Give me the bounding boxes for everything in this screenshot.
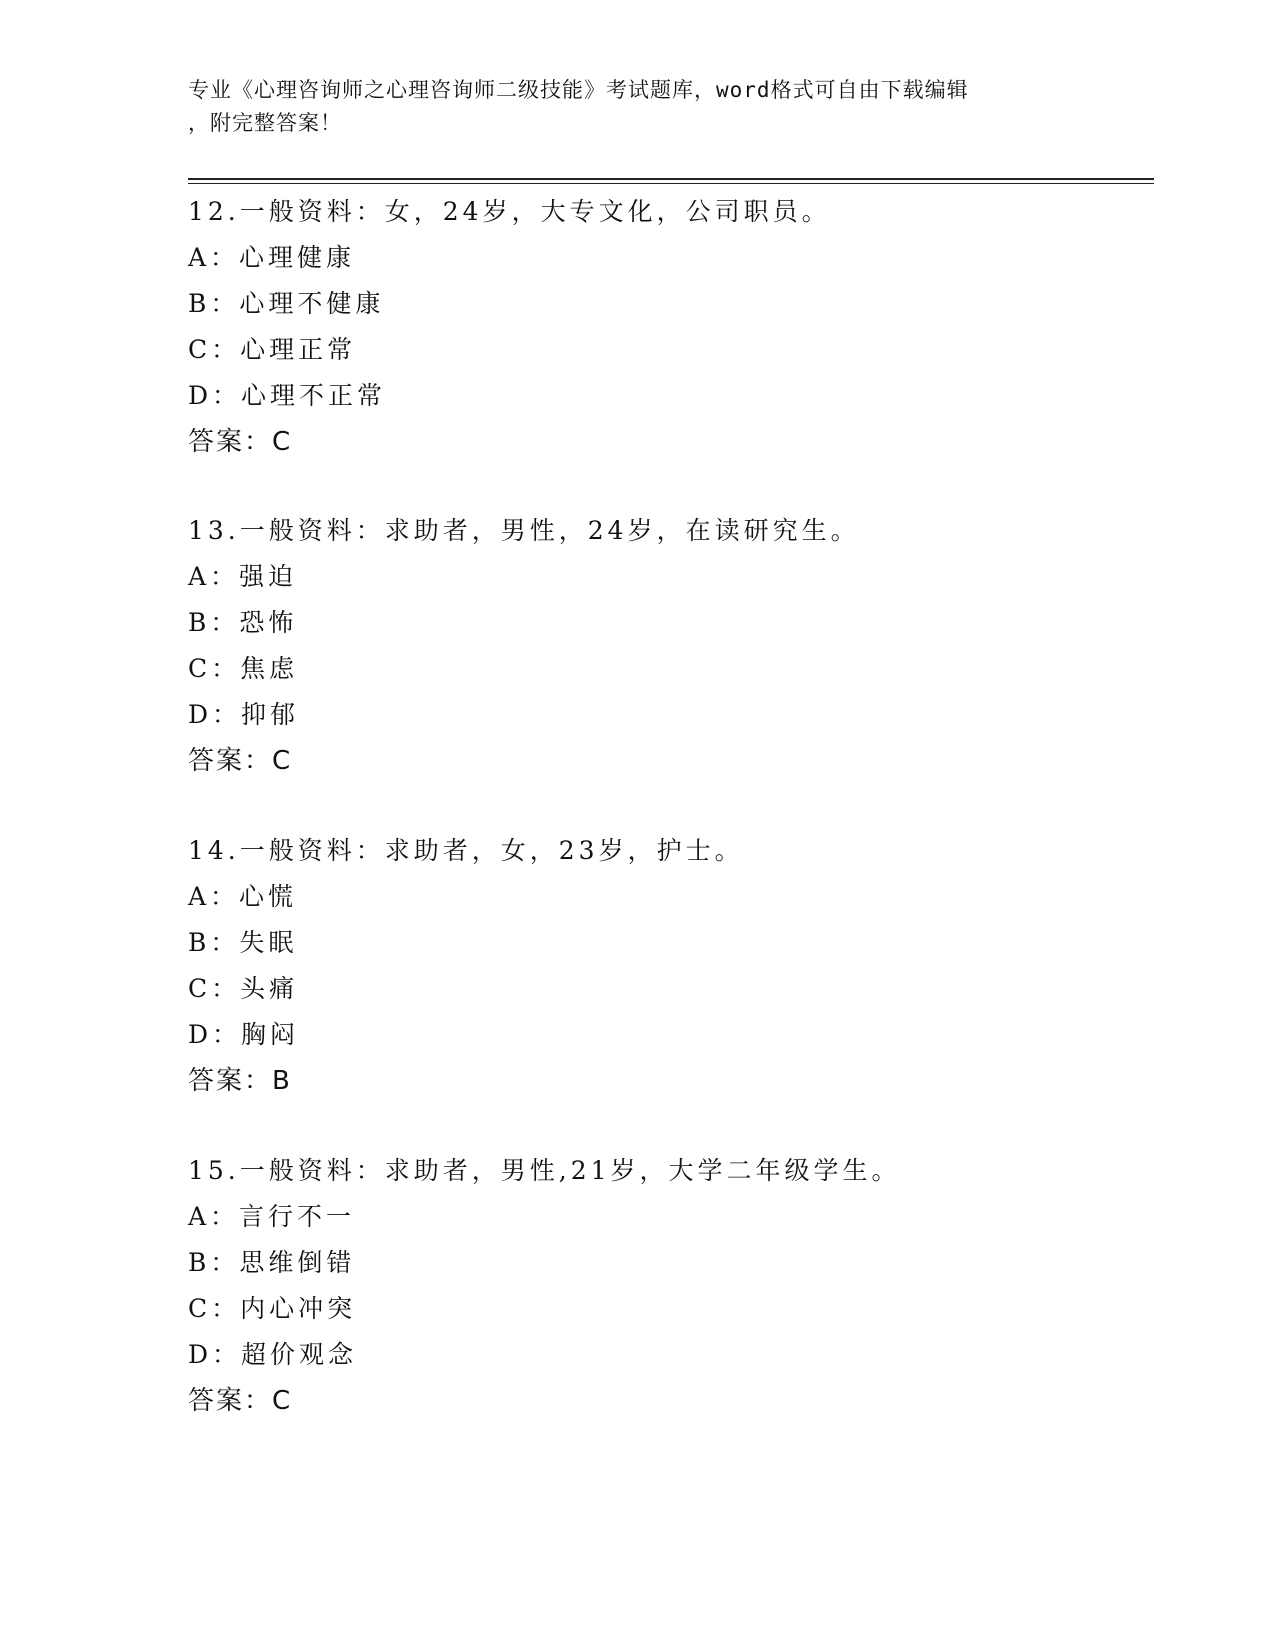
option-b: B：失眠 bbox=[188, 928, 298, 957]
question-stem: 13.一般资料：求助者，男性，24岁，在读研究生。 bbox=[188, 516, 860, 545]
header-divider-thin bbox=[188, 183, 1154, 184]
option-a: A：心慌 bbox=[188, 882, 298, 911]
option-c: C：头痛 bbox=[188, 974, 299, 1003]
question-stem: 14.一般资料：求助者，女，23岁，护士。 bbox=[188, 836, 744, 865]
option-d: D：超价观念 bbox=[188, 1340, 358, 1369]
option-d: D：抑郁 bbox=[188, 700, 300, 729]
question-stem: 12.一般资料：女，24岁，大专文化，公司职员。 bbox=[188, 197, 831, 226]
header-divider-thick bbox=[188, 178, 1154, 180]
question-12 bbox=[188, 189, 1148, 465]
answer: 答案：C bbox=[188, 746, 293, 776]
answer: 答案：B bbox=[188, 1066, 292, 1096]
option-a: A：言行不一 bbox=[188, 1202, 356, 1231]
option-b: B：恐怖 bbox=[188, 608, 298, 637]
option-d: D：胸闷 bbox=[188, 1020, 300, 1049]
answer: 答案：C bbox=[188, 427, 293, 457]
option-a: A：强迫 bbox=[188, 562, 298, 591]
answer: 答案：C bbox=[188, 1386, 293, 1416]
option-c: C：焦虑 bbox=[188, 654, 299, 683]
option-c: C：内心冲突 bbox=[188, 1294, 357, 1323]
option-d: D：心理不正常 bbox=[188, 381, 387, 410]
question-stem: 15.一般资料：求助者，男性,21岁，大学二年级学生。 bbox=[188, 1156, 901, 1185]
question-14 bbox=[188, 828, 1148, 1104]
header-subtitle-line: ，附完整答案！ bbox=[188, 111, 342, 135]
option-b: B：思维倒错 bbox=[188, 1248, 356, 1277]
option-a: A：心理健康 bbox=[188, 243, 356, 272]
document-header bbox=[188, 74, 1088, 140]
header-title-line: 专业《心理咨询师之心理咨询师二级技能》考试题库，word格式可自由下载编辑 bbox=[188, 78, 969, 102]
question-13 bbox=[188, 508, 1148, 784]
option-b: B：心理不健康 bbox=[188, 289, 385, 318]
option-c: C：心理正常 bbox=[188, 335, 357, 364]
question-15 bbox=[188, 1148, 1148, 1424]
